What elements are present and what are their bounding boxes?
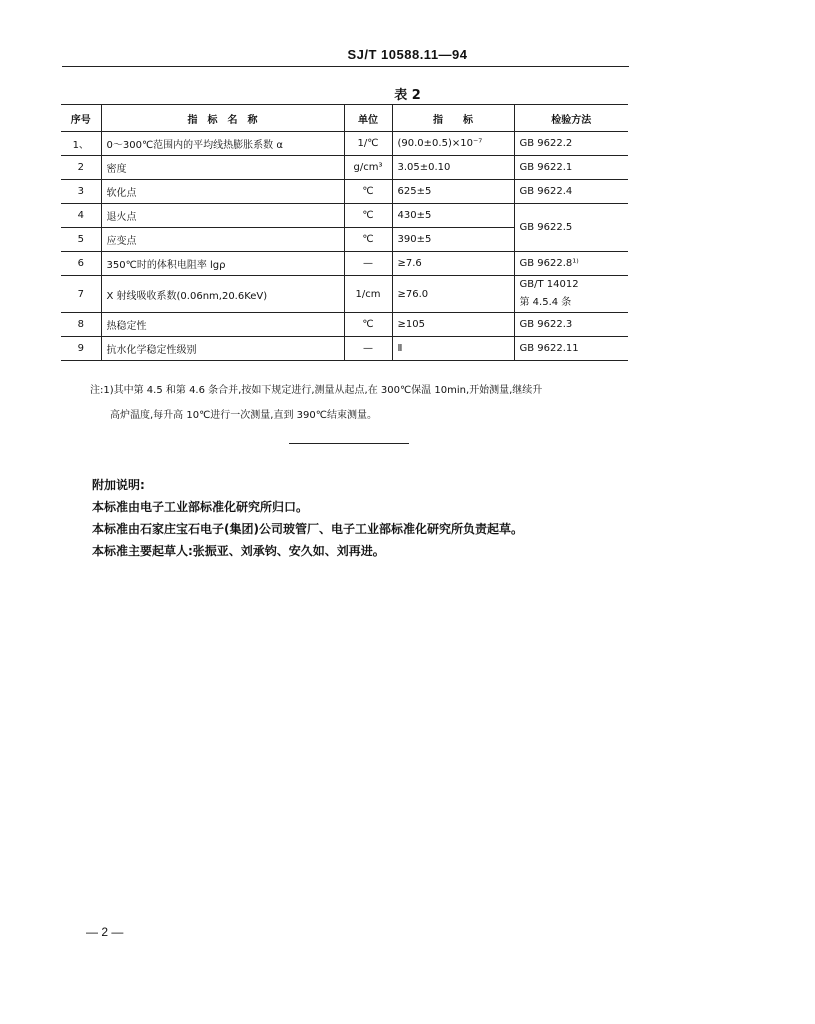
- end-rule: [289, 443, 409, 444]
- footnote-line-2: 高炉温度,每升高 10℃进行一次测量,直到 390℃结束测量。: [110, 410, 377, 421]
- row-value: ≥105: [392, 313, 514, 337]
- row-name: 0～300℃范围内的平均线热膨胀系数 α: [101, 132, 344, 156]
- row-no: 7: [61, 276, 101, 313]
- row-name: 350℃时的体积电阻率 lgρ: [101, 252, 344, 276]
- row-no: 5: [61, 228, 101, 252]
- row-unit: 1/cm: [344, 276, 392, 313]
- remarks-line: 本标准由石家庄宝石电子(集团)公司玻管厂、电子工业部标准化研究所负责起草。: [92, 522, 523, 536]
- row-method-line2: 第 4.5.4 条: [519, 297, 572, 308]
- row-name: 抗水化学稳定性级别: [101, 337, 344, 361]
- table-row: [61, 313, 628, 337]
- column-header-method: 检验方法: [514, 105, 628, 132]
- row-unit: ℃: [344, 180, 392, 204]
- row-name: 退火点: [101, 204, 344, 228]
- table-footnote: [90, 378, 638, 428]
- additional-remarks: [92, 474, 652, 562]
- row-value: ≥76.0: [392, 276, 514, 313]
- row-no: 9: [61, 337, 101, 361]
- row-name: 应变点: [101, 228, 344, 252]
- table-row: [61, 156, 628, 180]
- table-row: [61, 276, 628, 313]
- row-no: 6: [61, 252, 101, 276]
- table-caption: 表 2: [394, 88, 421, 103]
- document-code: SJ/T 10588.11—94: [347, 47, 468, 62]
- table-row: [61, 132, 628, 156]
- remarks-line: 本标准主要起草人:张振亚、刘承钧、安久如、刘再进。: [92, 544, 385, 558]
- row-unit: ℃: [344, 204, 392, 228]
- row-value: 625±5: [392, 180, 514, 204]
- row-value: 430±5: [392, 204, 514, 228]
- remarks-title: 附加说明:: [92, 478, 145, 492]
- row-no: 4: [61, 204, 101, 228]
- row-name: X 射线吸收系数(0.06nm,20.6KeV): [101, 276, 344, 313]
- header-rule: [62, 66, 629, 67]
- row-name: 热稳定性: [101, 313, 344, 337]
- row-unit: —: [344, 337, 392, 361]
- row-method: GB 9622.4: [514, 180, 628, 204]
- table-row: [61, 180, 628, 204]
- table-row: [61, 337, 628, 361]
- row-unit: 1/℃: [344, 132, 392, 156]
- row-method: GB 9622.1: [514, 156, 628, 180]
- column-header-no: 序号: [61, 105, 101, 132]
- row-method-line1: GB/T 14012: [519, 279, 579, 290]
- table-header-row: [61, 105, 628, 132]
- table-row: [61, 252, 628, 276]
- row-no: 1、: [61, 132, 101, 156]
- remarks-line: 本标准由电子工业部标准化研究所归口。: [92, 500, 309, 514]
- row-unit: ℃: [344, 313, 392, 337]
- column-header-value: 指 标: [392, 105, 514, 132]
- row-value: 390±5: [392, 228, 514, 252]
- row-value: (90.0±0.5)×10⁻⁷: [392, 132, 514, 156]
- row-no: 8: [61, 313, 101, 337]
- row-method: GB 9622.2: [514, 132, 628, 156]
- row-no: 2: [61, 156, 101, 180]
- column-header-unit: 单位: [344, 105, 392, 132]
- row-value: 3.05±0.10: [392, 156, 514, 180]
- row-no: 3: [61, 180, 101, 204]
- row-value: ≥7.6: [392, 252, 514, 276]
- row-unit: ℃: [344, 228, 392, 252]
- table-row: [61, 204, 628, 228]
- row-method: [514, 276, 628, 313]
- page-number: — 2 —: [86, 925, 124, 939]
- footnote-line-1: 注:1)其中第 4.5 和第 4.6 条合并,按如下规定进行,测量从起点,在 300℃保温 10min,开始测量,继续升: [90, 385, 543, 396]
- row-value: Ⅱ: [392, 337, 514, 361]
- row-method-merged: GB 9622.5: [514, 204, 628, 252]
- row-unit: g/cm³: [344, 156, 392, 180]
- row-method: GB 9622.3: [514, 313, 628, 337]
- row-method: GB 9622.8¹⁾: [514, 252, 628, 276]
- column-header-name: 指 标 名 称: [101, 105, 344, 132]
- row-name: 密度: [101, 156, 344, 180]
- specification-table: [61, 104, 628, 361]
- row-method: GB 9622.11: [514, 337, 628, 361]
- row-name: 软化点: [101, 180, 344, 204]
- row-unit: —: [344, 252, 392, 276]
